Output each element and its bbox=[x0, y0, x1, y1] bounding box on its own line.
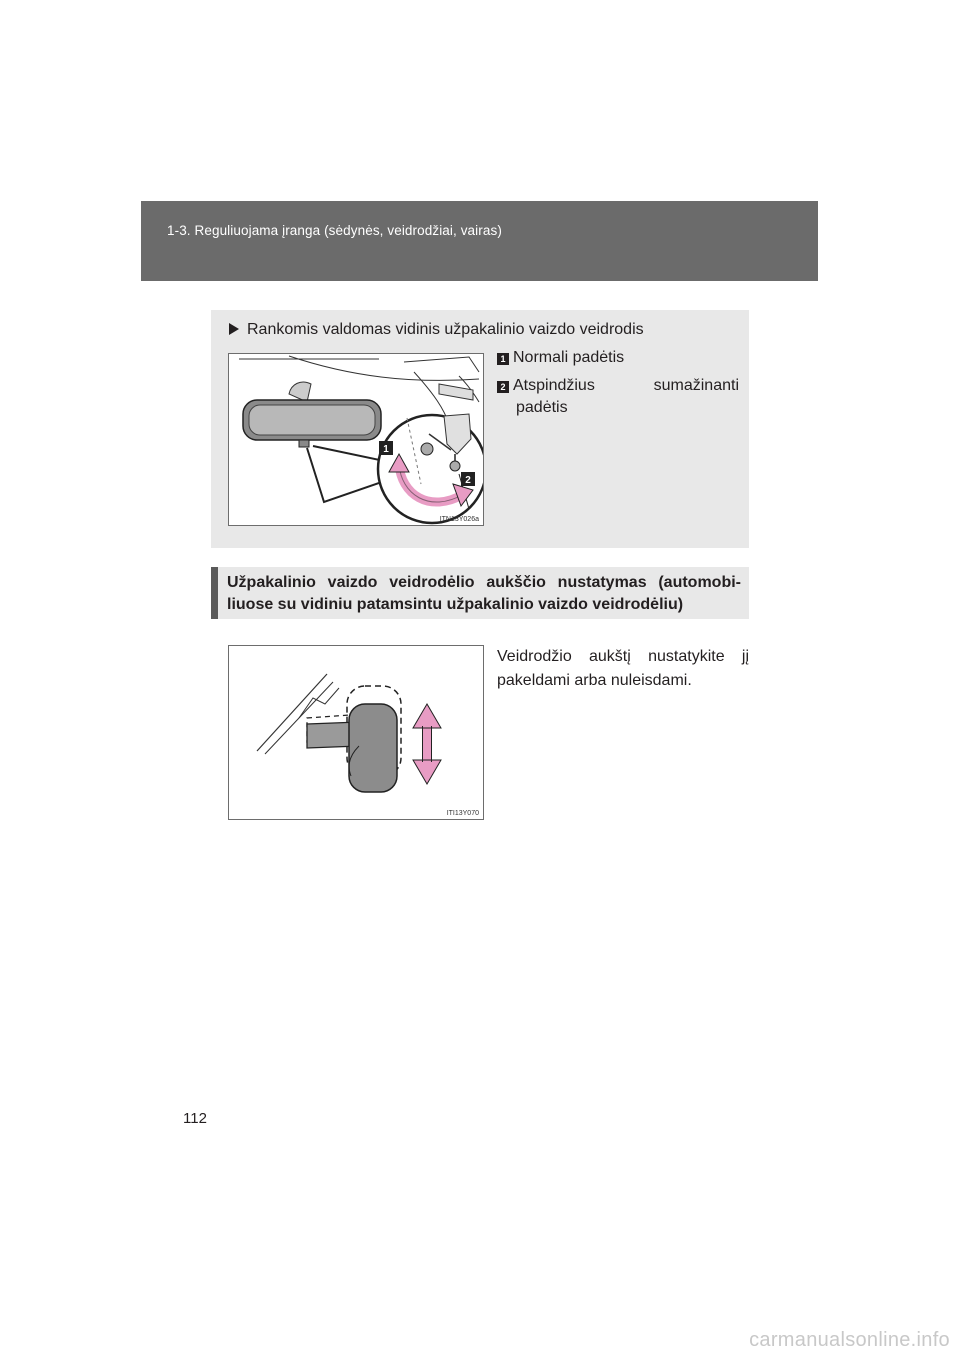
callout-2-label: 2 bbox=[465, 475, 471, 486]
manual-mirror-illustration bbox=[228, 353, 484, 526]
legend-label-normal: Normali padėtis bbox=[513, 349, 625, 366]
section-title-line-2: liuose su vidiniu patamsintu užpakalinio vaizdo veidrodėliu) bbox=[227, 596, 684, 613]
watermark-logo: carmanualsonline.info bbox=[749, 1329, 950, 1351]
legend-number-2: 2 bbox=[497, 381, 509, 393]
manual-mirror-heading-text: Rankomis valdomas vidinis užpakalinio vaizdo veidrodis bbox=[247, 321, 644, 338]
mirror-height-drawing bbox=[229, 646, 483, 819]
page-number: 112 bbox=[183, 1110, 207, 1127]
rearview-mirror-lever-drawing bbox=[229, 354, 483, 525]
figure-code: ITN13Y026a bbox=[439, 516, 479, 523]
instruction-line-1: Veidrodžio aukštį nustatykite jį bbox=[497, 648, 749, 665]
figure-code: ITI13Y070 bbox=[446, 810, 479, 817]
legend-item-antiglare bbox=[497, 375, 742, 419]
section-title-line-1: Užpakalinio vaizdo veidrodėlio aukščio nustatymas (automobi- bbox=[227, 574, 741, 591]
triangle-bullet-icon bbox=[229, 323, 239, 335]
legend-label-antiglare-b: sumažinanti bbox=[653, 377, 739, 394]
instruction-line-2: pakeldami arba nuleisdami. bbox=[497, 672, 692, 689]
legend-label-antiglare-c: padėtis bbox=[516, 399, 568, 416]
legend-number-1: 1 bbox=[497, 353, 509, 365]
chapter-header-bar bbox=[141, 201, 818, 281]
callout-1-label: 1 bbox=[383, 444, 389, 455]
mirror-height-illustration bbox=[228, 645, 484, 820]
manual-mirror-panel bbox=[211, 310, 749, 548]
legend-item-normal bbox=[497, 347, 737, 369]
chapter-section-title: 1-3. Reguliuojama įranga (sėdynės, veidrodžiai, vairas) bbox=[167, 223, 502, 238]
height-adjust-instruction bbox=[497, 645, 749, 693]
height-adjust-section-title bbox=[211, 567, 749, 619]
legend-label-antiglare-a: Atspindžius bbox=[513, 377, 595, 394]
manual-mirror-heading bbox=[229, 321, 644, 339]
